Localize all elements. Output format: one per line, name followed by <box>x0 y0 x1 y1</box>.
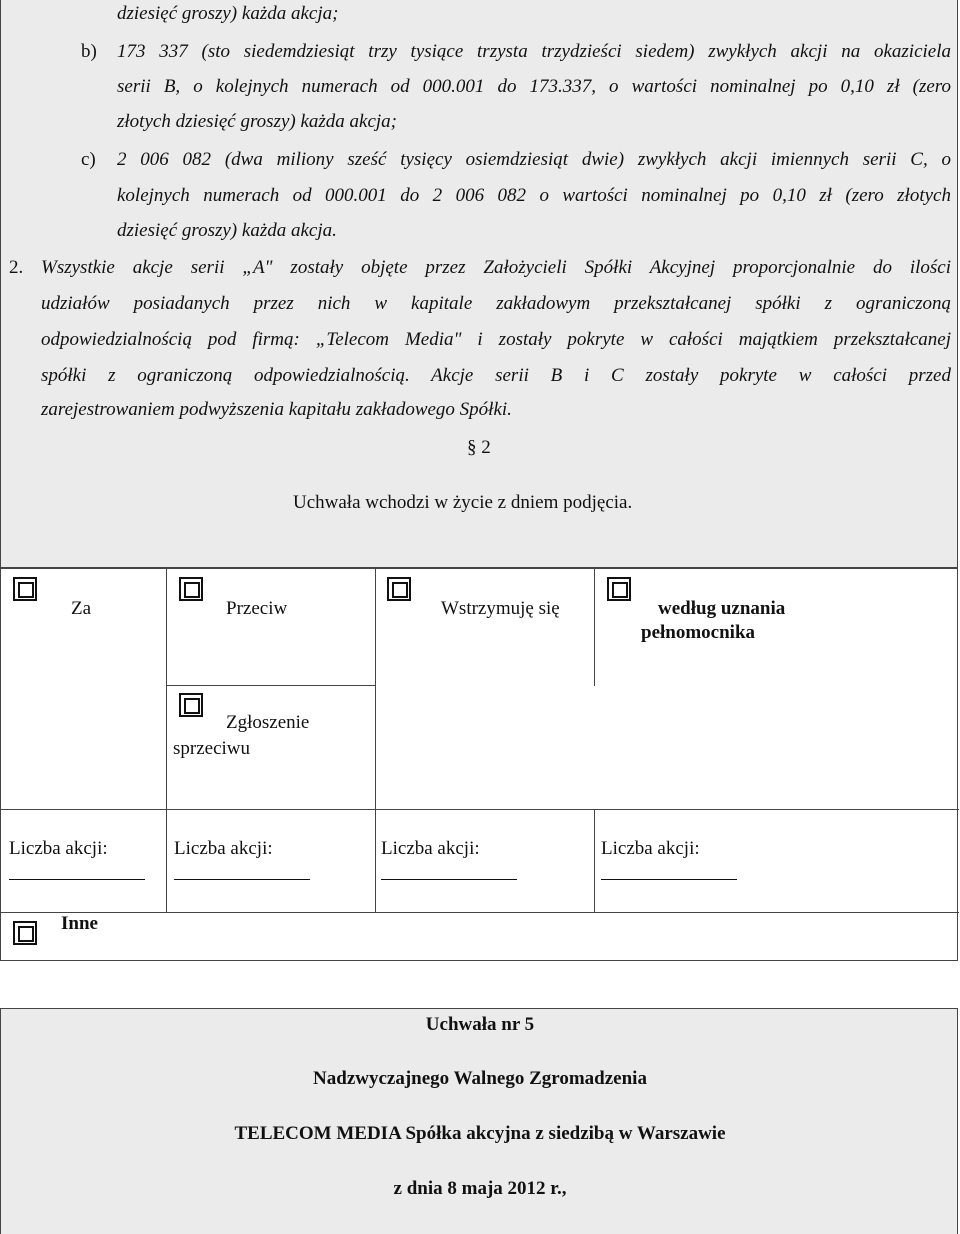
divider <box>375 809 376 913</box>
share-count-field-przeciw[interactable] <box>174 879 310 880</box>
checkbox-inne[interactable] <box>13 921 37 945</box>
option-inne-label: Inne <box>61 913 98 934</box>
item-b-line1: 173 337 (sto siedemdziesiąt trzy tysiące trzysta trzydzieści siedem) zwykłych akcji na okaziciela <box>117 41 951 62</box>
item-b-line3: złotych dziesięć groszy) każda akcja; <box>117 111 397 132</box>
divider <box>166 569 167 686</box>
item-b-marker: b) <box>81 41 97 62</box>
voting-table <box>0 568 958 961</box>
option-sprzeciw-line1: Zgłoszenie <box>226 712 310 733</box>
para2-line3: odpowiedzialnością pod firmą: „Telecom Media" i zostały pokryte w całości majątkiem przekształcanej <box>41 329 951 350</box>
share-count-label: Liczba akcji: <box>381 838 480 859</box>
item-c-marker: c) <box>81 149 96 170</box>
divider <box>594 809 595 913</box>
divider <box>375 685 376 810</box>
item-c-line1: 2 006 082 (dwa miliony sześć tysięcy osiemdziesiąt dwie) zwykłych akcji imiennych serii C, o <box>117 149 951 170</box>
para2-line4: spółki z ograniczoną odpowiedzialnością. Akcje serii B i C zostały pokryte w całości przed <box>41 365 951 386</box>
final-sentence: Uchwała wchodzi w życie z dniem podjęcia. <box>293 492 633 513</box>
divider <box>1 912 959 913</box>
next-resolution-panel <box>0 1008 958 1234</box>
para2-marker: 2. <box>9 257 24 278</box>
share-count-label: Liczba akcji: <box>9 838 108 859</box>
section-mark: § 2 <box>467 437 491 458</box>
resolution-text-panel <box>0 0 958 568</box>
item-a-continuation: dziesięć groszy) każda akcja; <box>117 3 339 24</box>
checkbox-wedlug-uznania[interactable] <box>607 577 631 601</box>
option-sprzeciw-line2: sprzeciwu <box>173 738 251 759</box>
divider <box>166 685 375 686</box>
divider <box>375 569 376 686</box>
divider <box>166 685 167 810</box>
item-c-line3: dziesięć groszy) każda akcja. <box>117 220 337 241</box>
option-uznanie-line2: pełnomocnika <box>641 622 756 643</box>
checkbox-wstrzymuje[interactable] <box>387 577 411 601</box>
option-za-label: Za <box>71 598 92 619</box>
option-wstrzymuje-label: Wstrzymuję się <box>441 598 560 619</box>
checkbox-przeciw[interactable] <box>179 577 203 601</box>
share-count-label: Liczba akcji: <box>174 838 273 859</box>
para2-line2: udziałów posiadanych przez nich w kapitale zakładowym przekształcanej spółki z ograniczoną <box>41 293 951 314</box>
para2-line5: zarejestrowaniem podwyższenia kapitału zakładowego Spółki. <box>41 399 512 420</box>
resolution-assembly: Nadzwyczajnego Walnego Zgromadzenia <box>313 1068 647 1089</box>
resolution-company: TELECOM MEDIA Spółka akcyjna z siedzibą w Warszawie <box>234 1123 726 1144</box>
item-c-line2: kolejnych numerach od 000.001 do 2 006 082 o wartości nominalnej po 0,10 zł (zero złotych <box>117 185 951 206</box>
share-count-field-uznanie[interactable] <box>601 879 737 880</box>
divider <box>166 809 167 913</box>
item-b-line2: serii B, o kolejnych numerach od 000.001 do 173.337, o wartości nominalnej po 0,10 zł (zero <box>117 76 951 97</box>
para2-line1: Wszystkie akcje serii „A" zostały objęte przez Założycieli Spółki Akcyjnej proporcjonalnie do ilości <box>41 257 951 278</box>
divider <box>1 809 959 810</box>
share-count-field-za[interactable] <box>9 879 145 880</box>
checkbox-zgloszenie-sprzeciwu[interactable] <box>179 693 203 717</box>
option-uznanie-line1: według uznania <box>658 598 786 619</box>
resolution-title: Uchwała nr 5 <box>425 1014 535 1035</box>
share-count-field-wstrzymuje[interactable] <box>381 879 517 880</box>
share-count-label: Liczba akcji: <box>601 838 700 859</box>
option-przeciw-label: Przeciw <box>226 598 288 619</box>
resolution-date: z dnia 8 maja 2012 r., <box>393 1178 567 1199</box>
checkbox-za[interactable] <box>13 577 37 601</box>
divider <box>594 569 595 686</box>
